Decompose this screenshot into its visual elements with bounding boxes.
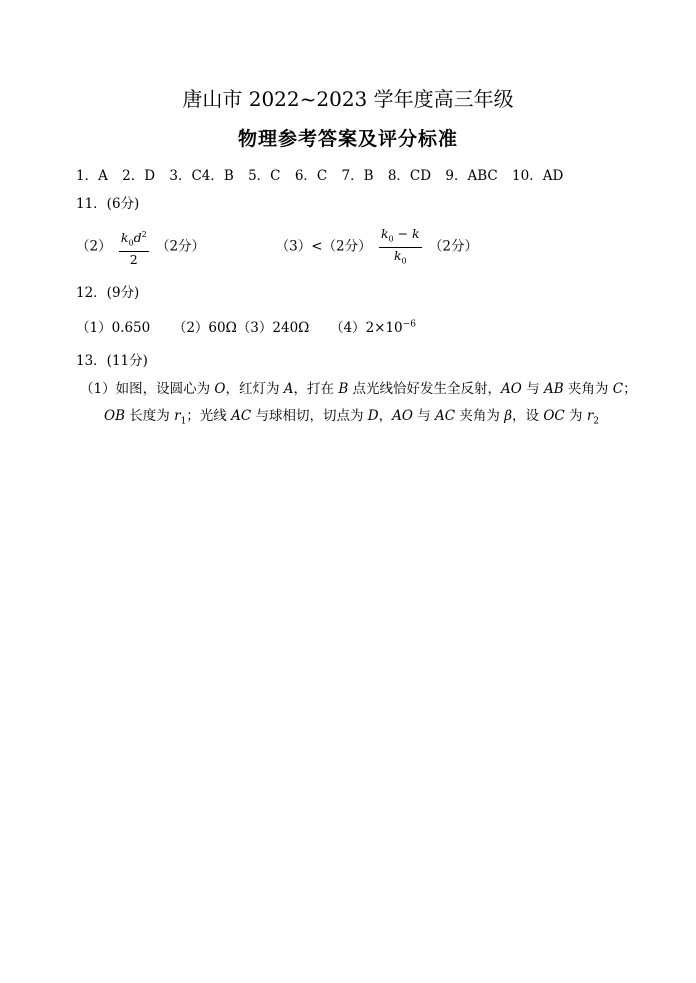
q12-heading: 12．(9分) <box>76 285 140 301</box>
variable: r <box>174 408 181 424</box>
variable: C <box>612 381 624 397</box>
text-run: ； <box>623 381 637 397</box>
document-subtitle: 物理参考答案及评分标准 <box>237 128 458 150</box>
variable: B <box>338 381 349 397</box>
q12-part2: （2）60Ω <box>172 320 237 336</box>
choice-answer: 3．C4．B <box>169 168 234 184</box>
q11-part2-fraction <box>119 227 149 267</box>
q13-text-line2 <box>104 404 599 427</box>
text-run: 为 <box>564 408 587 424</box>
variable: D <box>367 408 379 424</box>
q12-part4-exponent: −6 <box>402 319 416 330</box>
choice-answer: 9．ABC <box>445 168 498 184</box>
text-run: ，打在 <box>293 381 339 397</box>
variable: AO <box>501 381 522 397</box>
q11-part3-label: （3）<（2分） <box>275 238 372 255</box>
fraction-numerator: $k_0d^2$ <box>119 227 149 252</box>
text-run: 与球相切，切点为 <box>251 408 368 424</box>
variable: AC <box>231 408 252 424</box>
variable: A <box>283 381 294 397</box>
choice-answer: 10．AD <box>512 168 564 184</box>
choice-answers-row <box>76 164 573 184</box>
text-run: 夹角为 <box>455 408 505 424</box>
fraction-denominator: 2 <box>129 251 138 267</box>
choice-answer: 1．A <box>76 168 108 184</box>
variable: AO <box>392 408 413 424</box>
text-run: 与 <box>412 408 436 424</box>
variable: OC <box>543 408 565 424</box>
q13-text-line1 <box>80 377 637 397</box>
choice-answer: 2．D <box>122 168 156 184</box>
text-run: 点光线恰好发生全反射， <box>348 381 502 397</box>
q12-part1: （1）0.650 <box>76 320 151 336</box>
choice-answer: 5．C <box>248 168 281 184</box>
variable: r <box>586 408 594 424</box>
q11-part2-score: （2分） <box>155 238 206 255</box>
q12-part4-label: （4） <box>329 320 366 336</box>
q11-answers-row <box>76 226 479 267</box>
text-run: （1）如图，设圆心为 <box>80 381 215 397</box>
variable: AC <box>435 408 456 424</box>
q12-part4-value: 2×10 <box>365 320 403 336</box>
choice-answer: 6．C <box>294 168 328 184</box>
text-run: 长度为 <box>125 408 175 424</box>
subscript: 1 <box>180 416 187 427</box>
fraction-denominator: $k_0$ <box>393 247 407 265</box>
q11-part2-label: （2） <box>76 238 112 255</box>
text-run: ， <box>378 408 393 424</box>
variable: O <box>214 381 226 397</box>
q12-part3: （3）240Ω <box>236 320 310 336</box>
text-run: ，红灯为 <box>225 381 284 397</box>
q11-part3-score: （2分） <box>428 238 479 255</box>
subscript: 2 <box>593 416 600 427</box>
q11-heading: 11．(6分) <box>76 196 140 212</box>
variable: β <box>504 408 513 424</box>
variable: OB <box>104 408 125 424</box>
text-run: ，设 <box>512 408 544 424</box>
variable: AB <box>543 381 564 397</box>
choice-answer: 8．CD <box>387 168 432 184</box>
choice-answer: 7．B <box>341 168 374 184</box>
text-run: 夹角为 <box>563 381 613 397</box>
q13-heading: 13．(11分) <box>76 353 148 369</box>
q12-answers-row <box>76 316 416 336</box>
text-run: 与 <box>521 381 544 397</box>
q11-part3-fraction <box>379 226 422 268</box>
document-title: 唐山市 2022~2023 学年度高三年级 <box>182 87 514 111</box>
fraction-numerator: $k_0 - k$ <box>379 226 422 248</box>
text-run: ；光线 <box>186 408 232 424</box>
